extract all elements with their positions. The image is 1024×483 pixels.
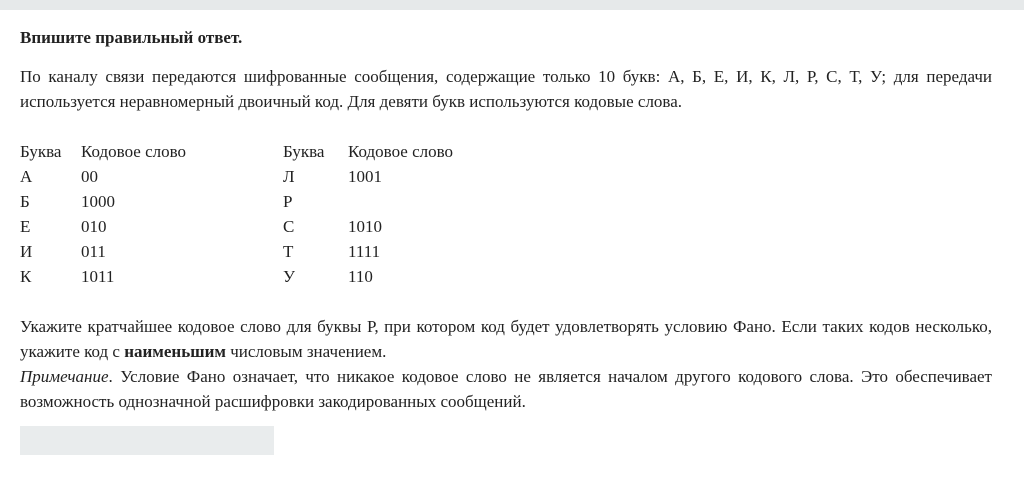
question-content xyxy=(20,25,992,414)
table-row xyxy=(283,189,498,214)
letter-cell: К xyxy=(20,267,32,286)
code-cell: 110 xyxy=(348,267,373,286)
table-header-row xyxy=(20,139,283,164)
question-intro: По каналу связи передаются шифрованные сообщения, содержащие только 10 букв: А, Б, Е, И, К, Л, Р, С, Т, У; для передачи используется неравномерный двоичный код. Для девяти букв используются кодовые слова. xyxy=(20,67,992,111)
note-body: . Условие Фано означает, что никакое кодовое слово не является началом другого кодового слова. Это обеспечивает возможность однозначной расшифровки закодированных сообщений. xyxy=(20,367,992,411)
header-letter: Буква xyxy=(283,142,325,161)
table-row xyxy=(283,239,498,264)
code-cell: 010 xyxy=(81,217,107,236)
code-cell: 011 xyxy=(81,242,106,261)
letter-cell: Р xyxy=(283,192,293,211)
table-row xyxy=(20,189,283,214)
letter-cell: А xyxy=(20,167,33,186)
code-cell: 1011 xyxy=(81,267,115,286)
table-row xyxy=(20,214,283,239)
header-code: Кодовое слово xyxy=(348,142,454,161)
table-row xyxy=(283,214,498,239)
letter-cell: Б xyxy=(20,192,30,211)
task-text-start: Укажите кратчайшее кодовое слово для буквы Р, при котором код будет удовлетворять условию Фано. Если таких кодов несколько, укажите код с xyxy=(20,317,992,361)
header-code: Кодовое слово xyxy=(81,142,187,161)
question-heading: Впишите правильный ответ. xyxy=(20,28,243,47)
code-table-left xyxy=(20,139,283,289)
table-row xyxy=(283,264,498,289)
code-table-right xyxy=(283,139,498,289)
code-cell: 1111 xyxy=(348,242,381,261)
code-cell: 1010 xyxy=(348,217,382,236)
table-row xyxy=(283,164,498,189)
table-row xyxy=(20,239,283,264)
code-cell: 1000 xyxy=(81,192,115,211)
letter-cell: Т xyxy=(283,242,294,261)
answer-input[interactable] xyxy=(20,426,274,455)
code-cell xyxy=(348,189,498,214)
letter-cell: И xyxy=(20,242,33,261)
note-label: Примечание xyxy=(20,367,109,386)
task-text-end: числовым значением. xyxy=(225,342,387,361)
letter-cell: У xyxy=(283,267,296,286)
code-tables xyxy=(20,139,992,289)
table-row xyxy=(20,264,283,289)
top-bar xyxy=(0,0,1024,10)
task-text xyxy=(20,314,992,364)
code-cell: 00 xyxy=(81,167,98,186)
code-cell: 1001 xyxy=(348,167,382,186)
task-text-emphasis: наименьшим xyxy=(124,342,226,361)
note-text xyxy=(20,364,992,414)
letter-cell: С xyxy=(283,217,295,236)
letter-cell: Е xyxy=(20,217,31,236)
header-letter: Буква xyxy=(20,142,62,161)
letter-cell: Л xyxy=(283,167,295,186)
table-row xyxy=(20,164,283,189)
table-header-row xyxy=(283,139,498,164)
